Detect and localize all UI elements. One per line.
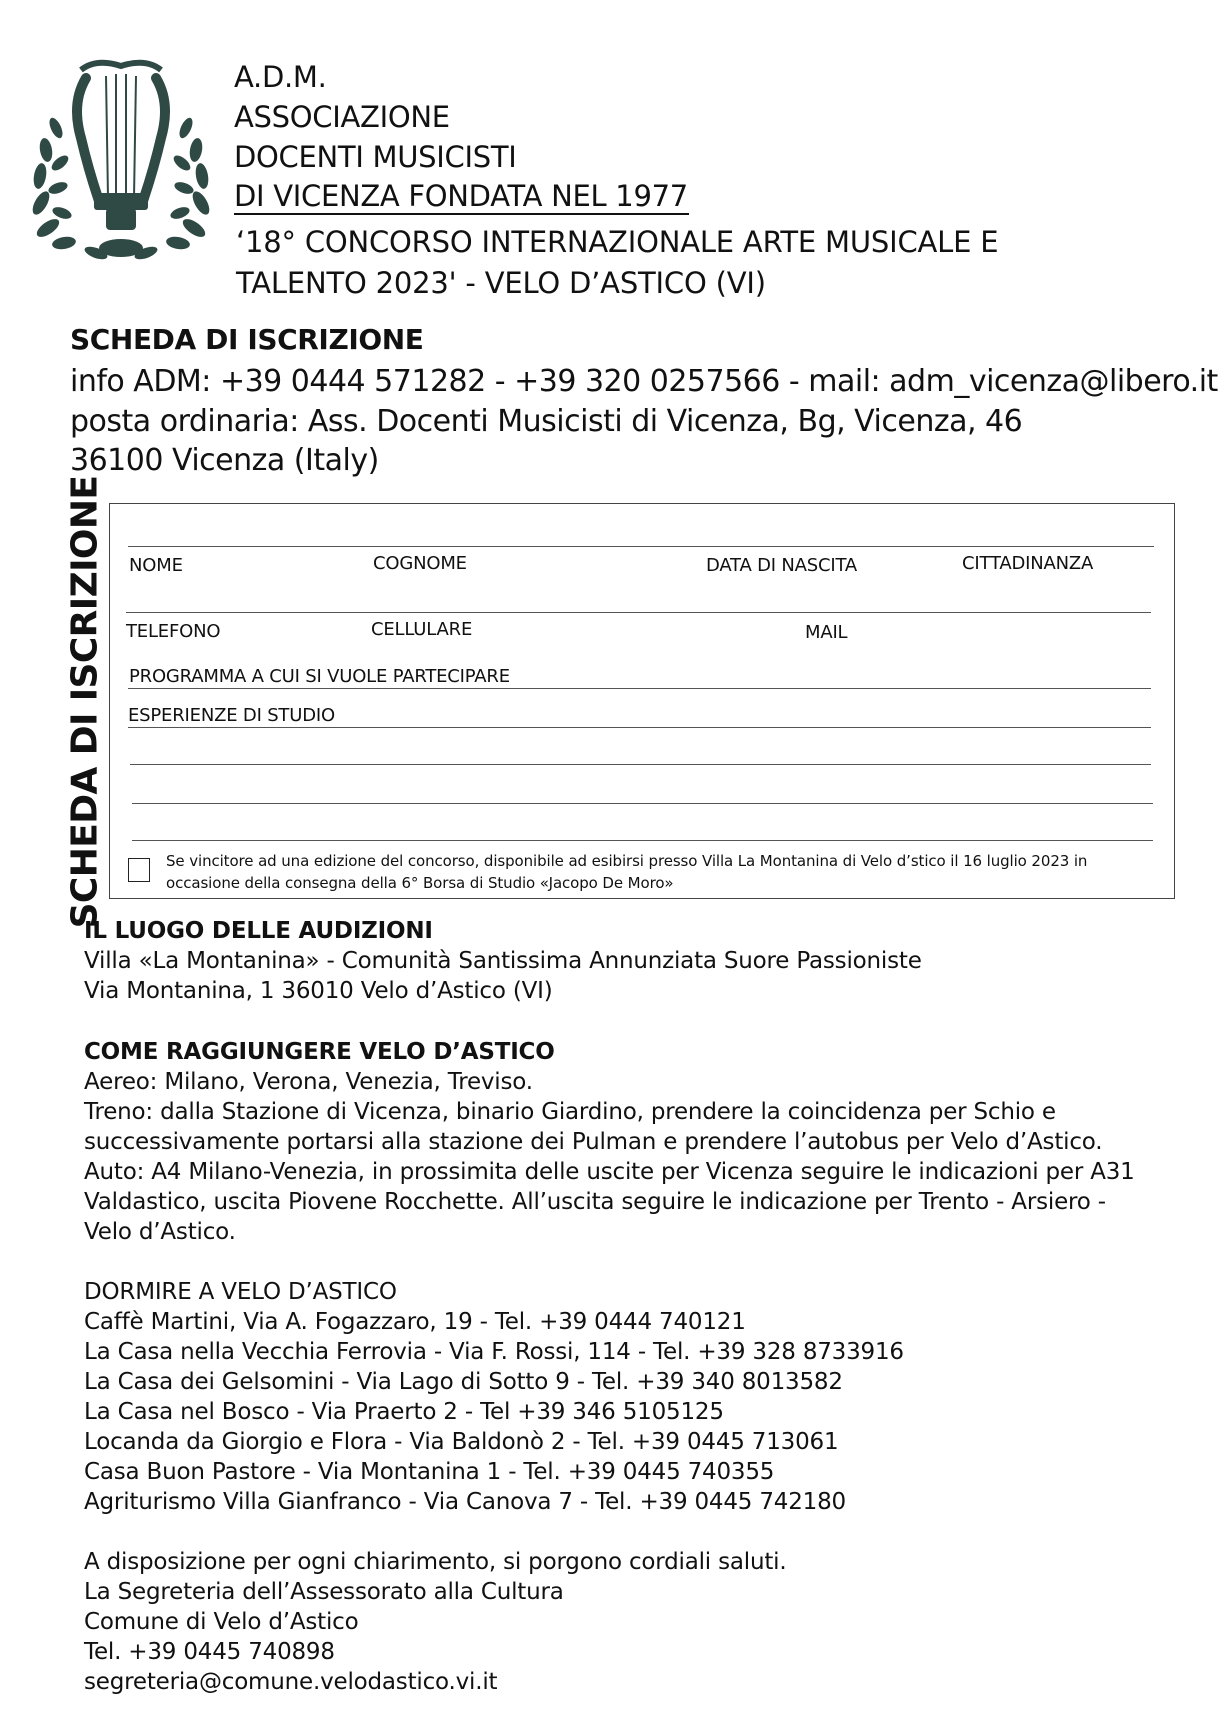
org-line: DI VICENZA FONDATA NEL 1977 [234, 179, 688, 213]
directions-line: Aereo: Milano, Verona, Venezia, Treviso. [84, 1069, 533, 1095]
directions-line: Valdastico, uscita Piovene Rocchette. All’uscita seguire le indicazione per Trento - Arsiero - [84, 1189, 1106, 1215]
contact-line: info ADM: +39 0444 571282 - +39 320 0257566 - mail: adm_vicenza@libero.it [70, 364, 1218, 399]
field-line-esperienze-4[interactable] [132, 840, 1153, 841]
checkbox-note: occasione della consegna della 6° Borsa di Studio «Jacopo De Moro» [166, 874, 674, 892]
directions-line: Treno: dalla Stazione di Vicenza, binario Giardino, prendere la coincidenza per Schio e [84, 1099, 1056, 1125]
field-line-esperienze-2[interactable] [130, 764, 1151, 765]
field-line-esperienze[interactable] [128, 727, 1151, 728]
field-label-mail: MAIL [805, 622, 848, 643]
org-underline [234, 213, 689, 215]
directions-line: successivamente portarsi alla stazione dei Pulman e prendere l’autobus per Velo d’Astico. [84, 1129, 1103, 1155]
org-line: DOCENTI MUSICISTI [234, 140, 517, 174]
vertical-form-title [64, 475, 106, 929]
lodging-item: Locanda da Giorgio e Flora - Via Baldonò 2 - Tel. +39 0445 713061 [84, 1429, 839, 1455]
contest-title-line: TALENTO 2023' - VELO D’ASTICO (VI) [236, 266, 766, 300]
directions-line: Auto: A4 Milano-Venezia, in prossimita delle uscite per Vicenza seguire le indicazioni per A31 [84, 1159, 1135, 1185]
field-line-programma[interactable] [128, 688, 1151, 689]
directions-title: COME RAGGIUNGERE VELO D’ASTICO [84, 1039, 555, 1065]
lodging-item: La Casa nel Bosco - Via Praerto 2 - Tel +39 346 5105125 [84, 1399, 724, 1425]
lodging-item: Agriturismo Villa Gianfranco - Via Canova 7 - Tel. +39 0445 742180 [84, 1489, 846, 1515]
availability-checkbox[interactable] [128, 858, 150, 882]
venue-title: IL LUOGO DELLE AUDIZIONI [84, 918, 433, 944]
field-label-esperienze: ESPERIENZE DI STUDIO [128, 705, 335, 726]
field-label-cognome: COGNOME [373, 553, 467, 574]
closing-line: A disposizione per ogni chiarimento, si porgono cordiali saluti. [84, 1549, 787, 1575]
field-label-cellulare: CELLULARE [371, 619, 473, 640]
field-label-programma: PROGRAMMA A CUI SI VUOLE PARTECIPARE [129, 666, 510, 687]
form-title: SCHEDA DI ISCRIZIONE [70, 323, 424, 356]
closing-line: La Segreteria dell’Assessorato alla Cultura [84, 1579, 564, 1605]
contact-line: posta ordinaria: Ass. Docenti Musicisti di Vicenza, Bg, Vicenza, 46 [70, 404, 1023, 439]
field-line-row1[interactable] [128, 546, 1154, 547]
lodging-item: Caffè Martini, Via A. Fogazzaro, 19 - Tel. +39 0444 740121 [84, 1309, 746, 1335]
field-line-row2[interactable] [126, 612, 1151, 613]
lyre-logo [26, 48, 216, 263]
field-label-cittadinanza: CITTADINANZA [962, 553, 1094, 574]
venue-line: Villa «La Montanina» - Comunità Santissima Annunziata Suore Passioniste [84, 948, 922, 974]
lodging-item: La Casa dei Gelsomini - Via Lago di Sotto 9 - Tel. +39 340 8013582 [84, 1369, 843, 1395]
venue-line: Via Montanina, 1 36010 Velo d’Astico (VI) [84, 978, 553, 1004]
vertical-form-title-text: SCHEDA DI ISCRIZIONE [64, 475, 106, 929]
closing-line: Comune di Velo d’Astico [84, 1609, 359, 1635]
field-line-esperienze-3[interactable] [132, 803, 1153, 804]
directions-line: Velo d’Astico. [84, 1219, 236, 1245]
lodging-title: DORMIRE A VELO D’ASTICO [84, 1279, 397, 1305]
lodging-item: La Casa nella Vecchia Ferrovia - Via F. Rossi, 114 - Tel. +39 328 8733916 [84, 1339, 904, 1365]
field-label-nome: NOME [129, 555, 183, 576]
closing-line: Tel. +39 0445 740898 [84, 1639, 335, 1665]
org-line: ASSOCIAZIONE [234, 100, 450, 134]
field-label-telefono: TELEFONO [126, 621, 221, 642]
contest-title-line: ‘18° CONCORSO INTERNAZIONALE ARTE MUSICALE E [236, 225, 999, 259]
contact-email-link[interactable]: segreteria@comune.velodastico.vi.it [84, 1669, 498, 1695]
field-label-data-nascita: DATA DI NASCITA [706, 555, 857, 576]
contact-line: 36100 Vicenza (Italy) [70, 443, 379, 478]
org-line: A.D.M. [234, 60, 327, 94]
lodging-item: Casa Buon Pastore - Via Montanina 1 - Tel. +39 0445 740355 [84, 1459, 775, 1485]
checkbox-note: Se vincitore ad una edizione del concorso, disponibile ad esibirsi presso Villa La Montanina di Velo d’stico il 16 luglio 2023 in [166, 852, 1088, 870]
